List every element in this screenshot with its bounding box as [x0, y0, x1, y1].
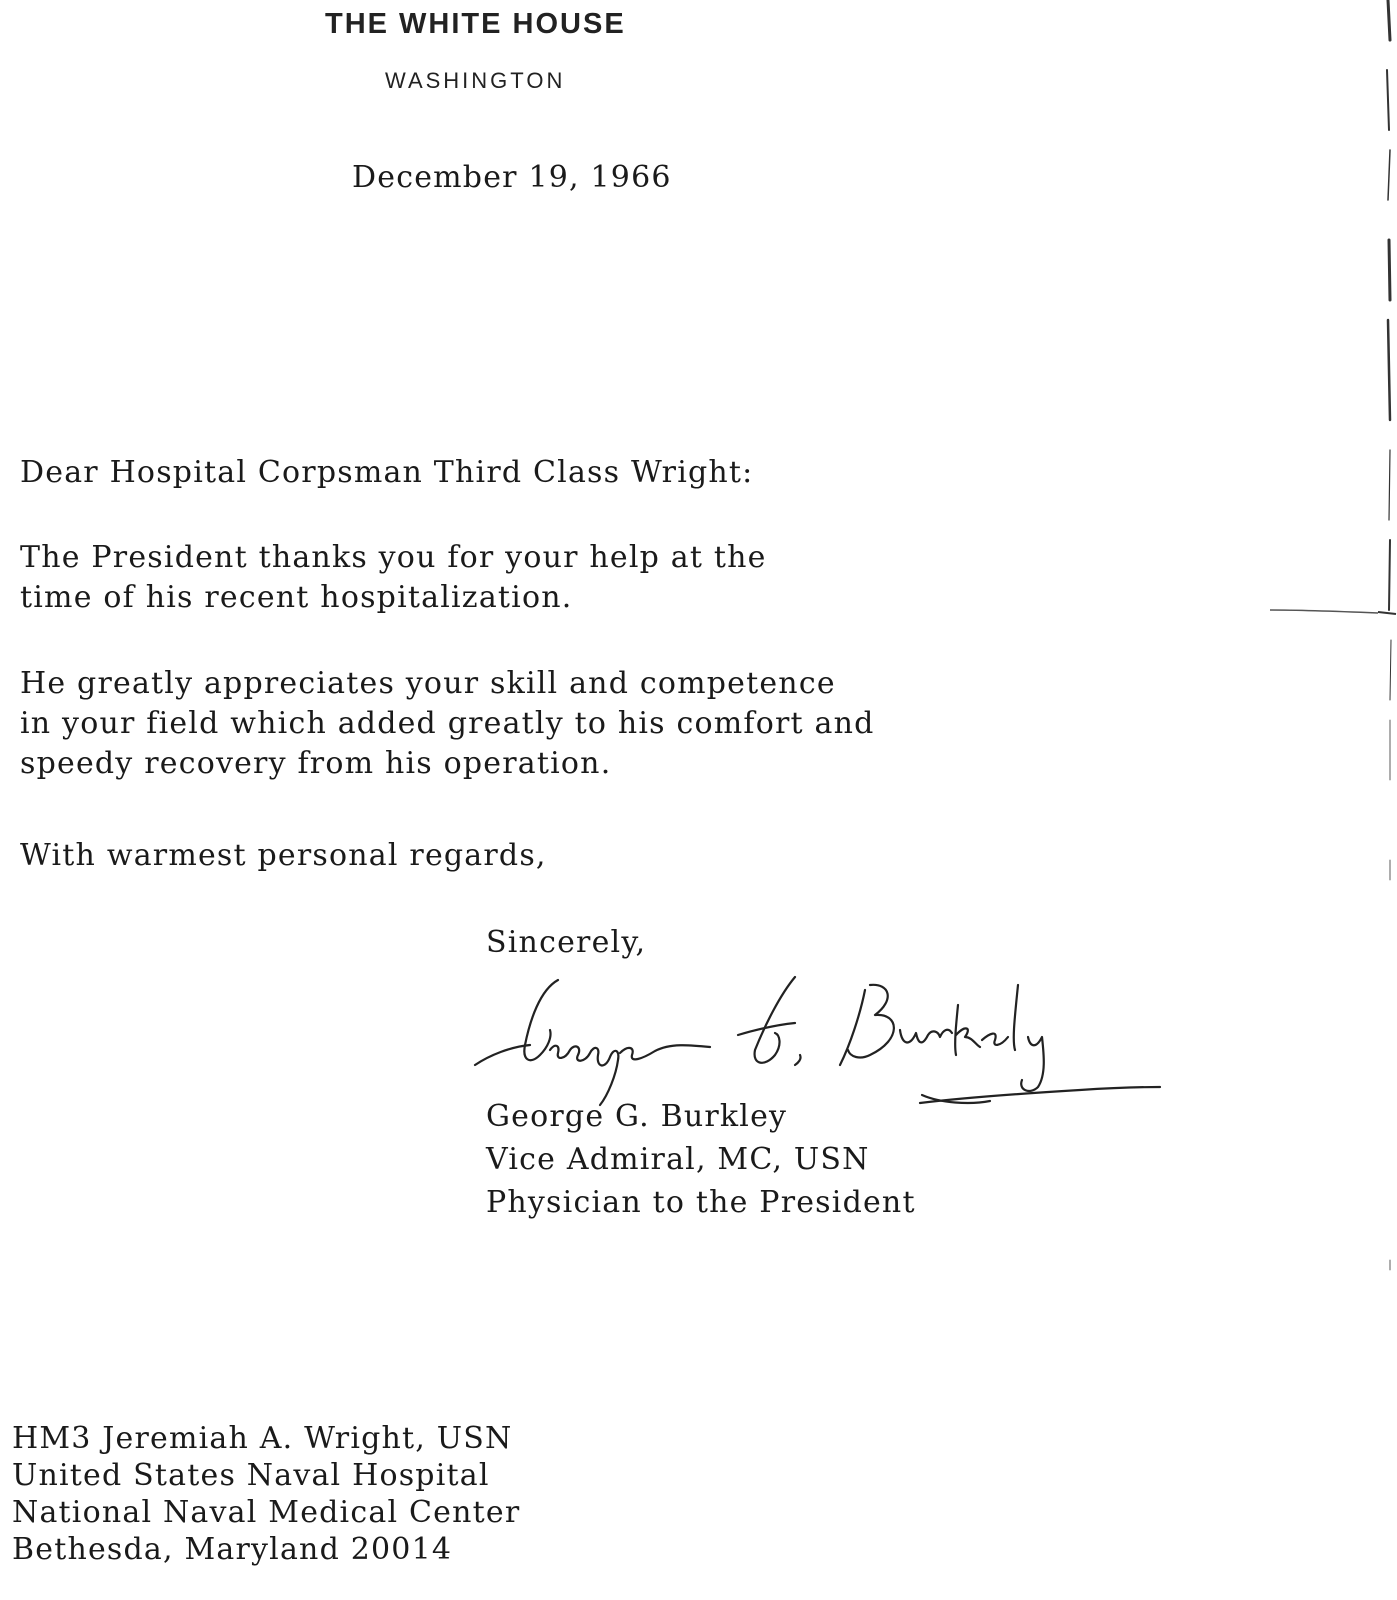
- signer-name: George G. Burkley: [486, 1099, 788, 1134]
- closing-line: With warmest personal regards,: [20, 838, 547, 873]
- address-line: National Naval Medical Center: [12, 1495, 521, 1530]
- letter-date: December 19, 1966: [352, 160, 672, 195]
- signature-block: [486, 1095, 916, 1224]
- address-line: United States Naval Hospital: [12, 1458, 490, 1493]
- body-paragraph-2: [20, 664, 1000, 784]
- paragraph-line: He greatly appreciates your skill and competence: [20, 666, 836, 701]
- letterhead-city: WASHINGTON: [385, 68, 566, 93]
- sign-off: Sincerely,: [486, 925, 647, 960]
- signer-rank: Vice Admiral, MC, USN: [486, 1142, 870, 1177]
- scan-stray-mark: [1270, 600, 1380, 620]
- address-line: HM3 Jeremiah A. Wright, USN: [12, 1421, 513, 1456]
- paragraph-line: in your field which added greatly to his comfort and: [20, 706, 875, 741]
- salutation: Dear Hospital Corpsman Third Class Wright:: [20, 455, 754, 490]
- paragraph-line: The President thanks you for your help at the: [20, 540, 767, 575]
- letterhead-title: THE WHITE HOUSE: [325, 8, 626, 40]
- paragraph-line: time of his recent hospitalization.: [20, 580, 573, 615]
- paragraph-line: speedy recovery from his operation.: [20, 746, 612, 781]
- body-paragraph-1: [20, 538, 1000, 618]
- signer-position: Physician to the President: [486, 1185, 916, 1220]
- address-line: Bethesda, Maryland 20014: [12, 1532, 453, 1567]
- recipient-address: [12, 1420, 520, 1568]
- scan-edge-marks: [1378, 0, 1397, 1600]
